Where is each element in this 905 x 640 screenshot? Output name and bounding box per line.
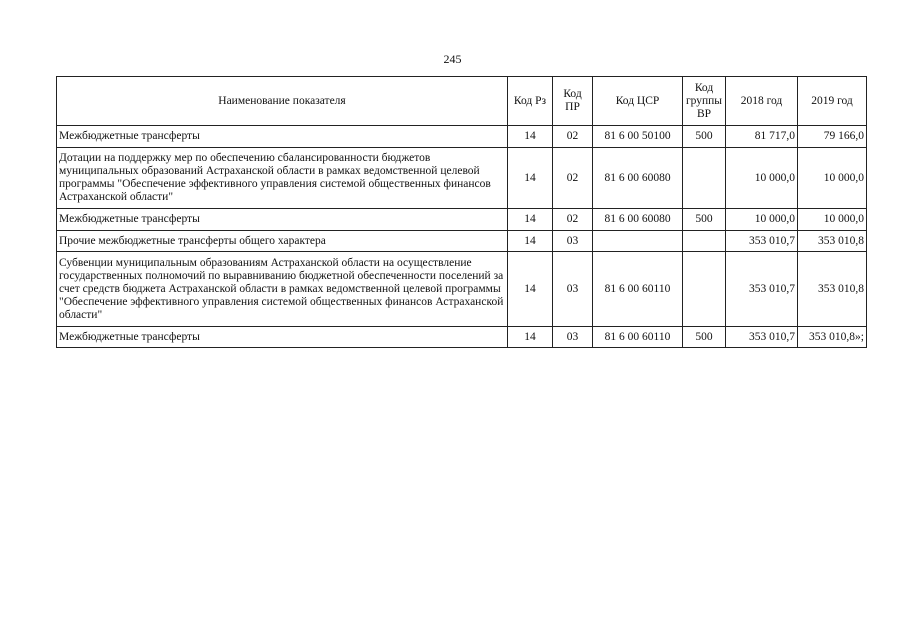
cell-pr: 02: [553, 148, 593, 209]
table-row: [57, 252, 867, 327]
table-row: [57, 327, 867, 348]
cell-rz: 14: [508, 209, 553, 231]
cell-2019: 353 010,8»;: [798, 327, 867, 348]
cell-pr: 02: [553, 209, 593, 231]
cell-2018: 353 010,7: [726, 327, 798, 348]
cell-2018: 353 010,7: [726, 231, 798, 252]
cell-2019: 353 010,8: [798, 252, 867, 327]
cell-name: Дотации на поддержку мер по обеспечению сбалансированности бюджетов муниципальных образований Астраханской области в рамках ведомственной целевой программы "Обеспечение эффективного управления системой общественных финансов Астраханской области": [57, 148, 508, 209]
cell-2018: 10 000,0: [726, 148, 798, 209]
cell-name: Межбюджетные трансферты: [57, 327, 508, 348]
cell-rz: 14: [508, 252, 553, 327]
cell-vr: 500: [683, 126, 726, 148]
table-row: [57, 148, 867, 209]
table-row: [57, 209, 867, 231]
cell-vr: [683, 148, 726, 209]
cell-2018: 81 717,0: [726, 126, 798, 148]
header-row: [57, 77, 867, 126]
budget-table: [56, 76, 867, 348]
cell-csr: 81 6 00 60080: [593, 209, 683, 231]
cell-2019: 10 000,0: [798, 209, 867, 231]
header-name: Наименование показателя: [57, 77, 508, 126]
page-number: 245: [443, 52, 462, 66]
cell-rz: 14: [508, 327, 553, 348]
header-vr: Код группы ВР: [683, 77, 726, 126]
table-row: [57, 231, 867, 252]
cell-name: Субвенции муниципальным образованиям Астраханской области на осуществление государственных полномочий по выравниванию бюджетной обеспеченности поселений за счет средств бюджета Астраханской области в рамках ведомственной целевой программы "Обеспечение эффективного управления системой общественных финансов Астраханской области": [57, 252, 508, 327]
cell-name: Межбюджетные трансферты: [57, 209, 508, 231]
header-pr: Код ПР: [553, 77, 593, 126]
header-2019: 2019 год: [798, 77, 867, 126]
cell-csr: 81 6 00 60110: [593, 327, 683, 348]
cell-vr: [683, 252, 726, 327]
header-csr: Код ЦСР: [593, 77, 683, 126]
cell-vr: [683, 231, 726, 252]
cell-csr: [593, 231, 683, 252]
cell-csr: 81 6 00 60110: [593, 252, 683, 327]
table-row: [57, 126, 867, 148]
cell-vr: 500: [683, 209, 726, 231]
cell-rz: 14: [508, 148, 553, 209]
cell-rz: 14: [508, 126, 553, 148]
cell-pr: 03: [553, 327, 593, 348]
cell-name: Прочие межбюджетные трансферты общего характера: [57, 231, 508, 252]
cell-2019: 353 010,8: [798, 231, 867, 252]
cell-name: Межбюджетные трансферты: [57, 126, 508, 148]
cell-rz: 14: [508, 231, 553, 252]
cell-2019: 10 000,0: [798, 148, 867, 209]
header-2018: 2018 год: [726, 77, 798, 126]
cell-csr: 81 6 00 60080: [593, 148, 683, 209]
cell-pr: 02: [553, 126, 593, 148]
cell-csr: 81 6 00 50100: [593, 126, 683, 148]
cell-pr: 03: [553, 231, 593, 252]
cell-2018: 10 000,0: [726, 209, 798, 231]
cell-vr: 500: [683, 327, 726, 348]
cell-2018: 353 010,7: [726, 252, 798, 327]
header-rz: Код Рз: [508, 77, 553, 126]
cell-pr: 03: [553, 252, 593, 327]
cell-2019: 79 166,0: [798, 126, 867, 148]
